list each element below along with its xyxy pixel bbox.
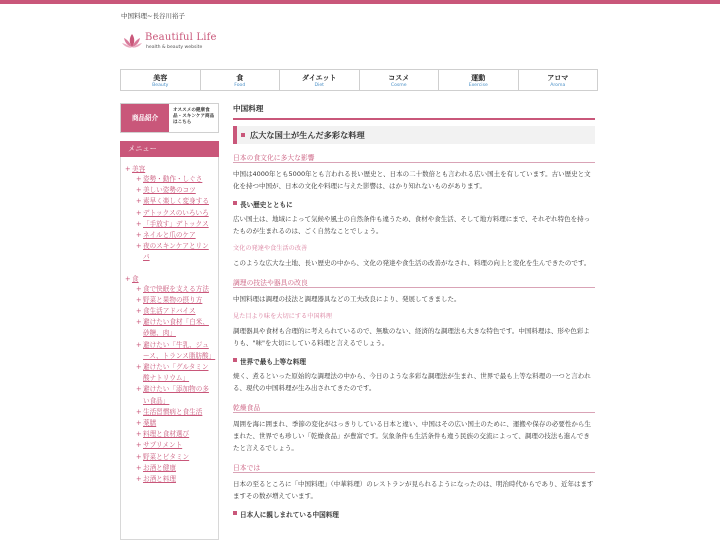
nav-sublabel: Cosme xyxy=(390,83,407,88)
paragraph: 中国料理は調理の技法と調理器具などの工夫改良により、発展してきました。 xyxy=(233,295,461,303)
sidebar-link[interactable]: + 食で快眠を支える方法 xyxy=(136,284,212,295)
sidebar-link[interactable]: + 避けたい食材「白米、砂糖、肉」 xyxy=(136,317,212,339)
sidebar-link[interactable]: + 夜のスキンケアとリンパ xyxy=(136,241,212,263)
sidebar-link[interactable]: + 薬膳 xyxy=(136,418,212,429)
sidebar-link[interactable]: + 避けたい「牛乳、ジュース、トランス脂肪酸」 xyxy=(136,340,212,362)
nav-label: コスメ xyxy=(388,74,410,82)
nav-label: 美容 xyxy=(153,74,168,82)
sidebar-link[interactable]: + お酒と料理 xyxy=(136,474,212,485)
sidebar-link[interactable]: + 「手放す」デトックス xyxy=(136,219,212,230)
lotus-icon xyxy=(121,32,143,50)
breadcrumb: 中国料理 xyxy=(233,103,595,120)
paragraph: 日本の至るところに「中国料理」（中華料理）のレストランが見られるようになったのは、明治時代からであり、近年はますますその数が増えています。 xyxy=(233,480,594,500)
sidebar-link[interactable]: + サプリメント xyxy=(136,440,212,451)
nav-item-diet[interactable] xyxy=(280,70,360,90)
sidebar-menu xyxy=(120,157,219,540)
sub-heading: 世界で最も上等な料理 xyxy=(233,356,595,365)
sidebar-link[interactable]: + 野菜と果物の摂り方 xyxy=(136,295,212,306)
site-title: 中国料理~長谷川裕子 xyxy=(121,12,185,20)
section-heading: 乾燥食品 xyxy=(233,402,595,413)
nav-sublabel: Diet xyxy=(314,83,324,88)
nav-label: アロマ xyxy=(547,74,569,82)
sidebar-link[interactable]: + 料理と食材選び xyxy=(136,429,212,440)
nav-label: ダイエット xyxy=(302,74,337,82)
sidebar-link[interactable]: + ネイルと爪のケア xyxy=(136,230,212,241)
nav-item-exercise[interactable] xyxy=(439,70,519,90)
sidebar-link[interactable]: + デトックスのいろいろ xyxy=(136,208,212,219)
section-heading: 調理の技法や器具の改良 xyxy=(233,277,595,288)
nav-sublabel: Aroma xyxy=(550,83,566,88)
section-heading: 日本の食文化に多大な影響 xyxy=(233,152,595,163)
nav-item-aroma[interactable] xyxy=(519,70,598,90)
nav-label: 食 xyxy=(236,74,244,82)
sidebar-link[interactable]: + 野菜とビタミン xyxy=(136,452,212,463)
promo-text: オススメの健康食品・スキンケア商品はこちら xyxy=(173,108,215,125)
page-title: 広大な国土が生んだ多彩な料理 xyxy=(233,126,595,144)
paragraph: 中国は4000年とも5000年とも言われる長い歴史と、日本の二十数倍とも言われる広い国土を有しています。古い歴史と文化を持つ中国が、日本の文化や料理に与えた影響は、はかり知れないものがあります。 xyxy=(233,170,591,190)
nav-item-cosme[interactable] xyxy=(360,70,440,90)
pink-subheading: 見た目より味を大切にする中国料理 xyxy=(233,313,332,320)
nav-sublabel: Food xyxy=(234,83,246,88)
logo-subtitle: health & beauty website xyxy=(146,45,203,50)
paragraph: 周囲を海に囲まれ、季節の変化がはっきりしている日本と違い、中国はその広い国土のために、運搬や保存の必要性から生まれた、世界でも珍しい「乾燥食品」が豊富です。気象条件も生活条件も違う民族の交流によって、調理の技法も進んできたと言えるでしょう。 xyxy=(233,420,591,452)
sidebar-link[interactable]: + 食生活アドバイス xyxy=(136,306,212,317)
nav-sublabel: Beauty xyxy=(152,83,169,88)
nav-item-food[interactable] xyxy=(201,70,281,90)
paragraph: このような広大な土地、長い歴史の中から、文化の発達や食生活の改善がなされ、料理の向上と変化を生んできたのです。 xyxy=(233,259,591,267)
product-promo-banner[interactable] xyxy=(120,103,219,133)
pink-subheading: 文化の発達や食生活の改善 xyxy=(233,245,308,252)
sidebar-link[interactable]: + 生活習慣病と食生活 xyxy=(136,407,212,418)
logo-name: Beautiful Life xyxy=(145,32,217,43)
global-nav xyxy=(120,69,598,91)
paragraph: 焼く、煮るといった原始的な調理法の中から、今日のような多彩な調理法が生まれ、世界で最も上等な料理の一つと言われる、現代の中国料理が生み出されてきたのです。 xyxy=(233,372,591,392)
paragraph: 調理器具や食材も合理的に考えられているので、無駄のない、経済的な調理法も大きな特色です。中国料理は、形や色彩よりも、"味"を大切にしている料理と言えるでしょう。 xyxy=(233,327,590,347)
main-content xyxy=(233,103,595,518)
product-intro-button[interactable]: 商品紹介 xyxy=(121,104,169,132)
sidebar-link[interactable]: + お酒と健康 xyxy=(136,463,212,474)
nav-item-beauty[interactable] xyxy=(121,70,201,90)
nav-label: 運動 xyxy=(471,74,486,82)
sidebar-link[interactable]: + 姿勢・動作・しぐさ xyxy=(136,174,212,185)
sub-heading: 日本人に親しまれている中国料理 xyxy=(233,509,595,518)
nav-sublabel: Exercise xyxy=(468,83,488,88)
sidebar-link[interactable]: + 避けたい「添加物の多い食品」 xyxy=(136,384,212,406)
sidebar-link[interactable]: + 避けたい「グルタミン酸ナトリウム」 xyxy=(136,362,212,384)
paragraph: 広い国土は、地域によって気候や風土の自然条件も違うため、食材や食生活、そして地方料理にまで、それぞれ特色を持ったものが生まれるのは、ごく自然なことでしょう。 xyxy=(233,215,591,235)
sub-heading: 長い歴史とともに xyxy=(233,199,595,208)
top-accent-bar xyxy=(0,0,720,4)
site-logo[interactable] xyxy=(121,30,231,54)
menu-spacer xyxy=(121,264,218,273)
sidebar-link[interactable]: + 素早く楽しく変身する xyxy=(136,196,212,207)
sidebar-category-beauty[interactable]: + 美容 xyxy=(121,165,218,174)
sidebar-category-food[interactable]: + 食 xyxy=(121,275,218,284)
section-heading: 日本では xyxy=(233,462,595,473)
sidebar-link[interactable]: + 美しい姿勢のコツ xyxy=(136,185,212,196)
sidebar-menu-title: メニュー xyxy=(120,141,219,157)
